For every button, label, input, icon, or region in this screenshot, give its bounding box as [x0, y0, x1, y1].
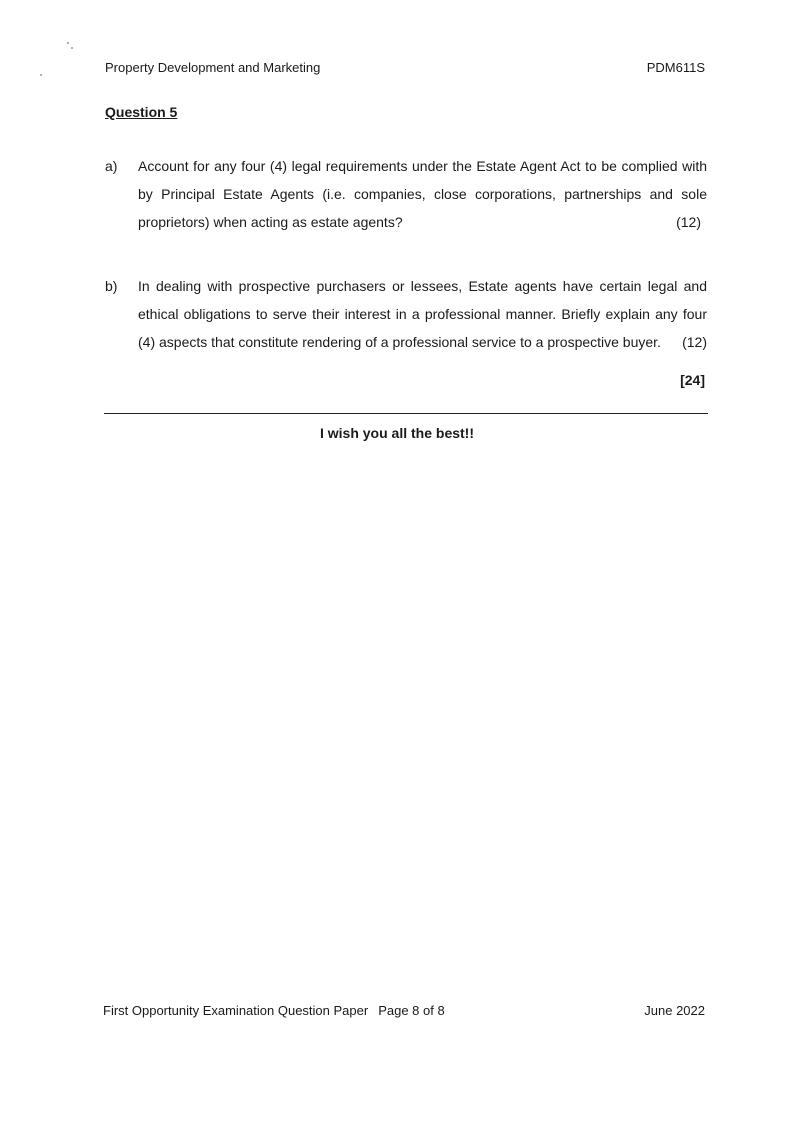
part-a-text-block [138, 152, 707, 236]
footer-page-number: Page 8 of 8 [378, 1003, 445, 1018]
question-title: Question 5 [105, 104, 178, 120]
part-b-label: b) [105, 278, 118, 294]
header-course-name: Property Development and Marketing [105, 60, 321, 75]
divider-line [104, 413, 708, 414]
part-b-marks: (12) [682, 334, 707, 350]
footer-date: June 2022 [644, 1003, 705, 1018]
scan-speck [40, 74, 42, 76]
part-a-label: a) [105, 158, 118, 174]
closing-message: I wish you all the best!! [319, 425, 475, 441]
question-total-marks: [24] [680, 372, 705, 388]
footer-paper-title: First Opportunity Examination Question Paper [103, 1003, 369, 1018]
part-b-text: In dealing with prospective purchasers or lessees, Estate agents have certain legal and ethical obligations to serve their interest in a professional manner. Briefly explain any four (4) aspects that constitute rendering of a professional service to a prospective buyer. [138, 278, 707, 350]
footer-left [103, 1003, 445, 1018]
part-a-marks: (12) [676, 214, 701, 230]
part-b-text-block [138, 272, 707, 356]
question-part-a [105, 152, 707, 236]
scan-speck [71, 47, 73, 49]
question-part-b [105, 272, 707, 356]
header-course-code: PDM611S [646, 60, 705, 75]
part-a-text: Account for any four (4) legal requirements under the Estate Agent Act to be complied with by Principal Estate Agents (i.e. companies, close corporations, partnerships and sole proprietors) when acting as estate agents? [138, 158, 707, 230]
scan-speck [67, 42, 69, 44]
